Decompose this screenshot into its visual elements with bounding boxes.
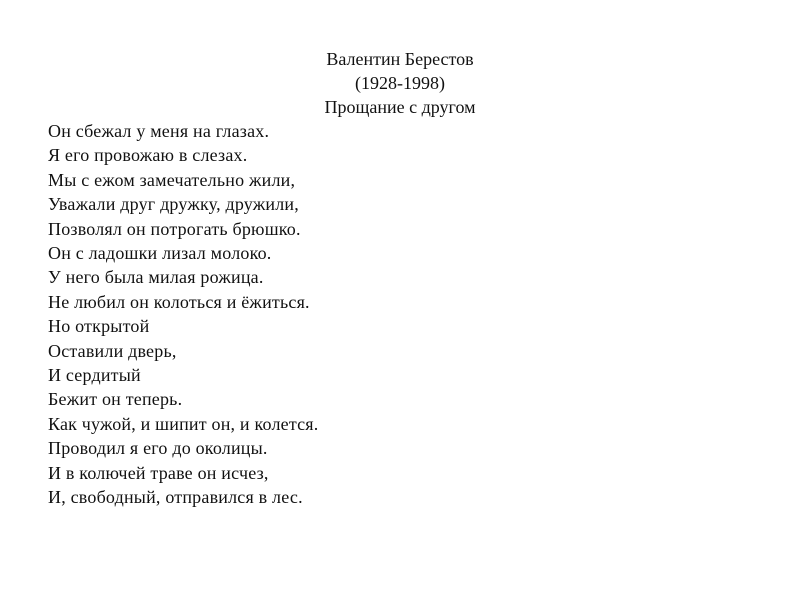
poem-line: У него была милая рожица. xyxy=(48,267,264,288)
poem-line: И в колючей траве он исчез, xyxy=(48,462,269,483)
poem-line: И сердитый xyxy=(48,365,141,386)
poem-line: Бежит он теперь. xyxy=(48,389,183,410)
author-years: (1928-1998) xyxy=(355,73,445,93)
poem-line: Как чужой, и шипит он, и колется. xyxy=(48,413,319,434)
poem-title: Прощание с другом xyxy=(324,97,476,117)
poem-line: И, свободный, отправился в лес. xyxy=(48,487,303,508)
poem-line: Я его провожаю в слезах. xyxy=(48,145,248,166)
poem-line: Проводил я его до околицы. xyxy=(48,438,268,459)
poem-line: Оставили дверь, xyxy=(48,340,177,361)
poem-line: Уважали друг дружку, дружили, xyxy=(48,194,299,215)
poem-line: Мы с ежом замечательно жили, xyxy=(48,169,296,190)
poem-line: Позволял он потрогать брюшко. xyxy=(48,218,301,239)
poem-line: Он сбежал у меня на глазах. xyxy=(48,121,270,141)
poem-line: Не любил он колоться и ёжиться. xyxy=(48,291,310,312)
poem-line: Но открытой xyxy=(48,316,150,337)
author-name: Валентин Берестов xyxy=(326,49,474,69)
poem-text xyxy=(48,119,768,510)
poem-line: Он с ладошки лизал молоко. xyxy=(48,243,272,264)
poem-header xyxy=(0,47,800,119)
